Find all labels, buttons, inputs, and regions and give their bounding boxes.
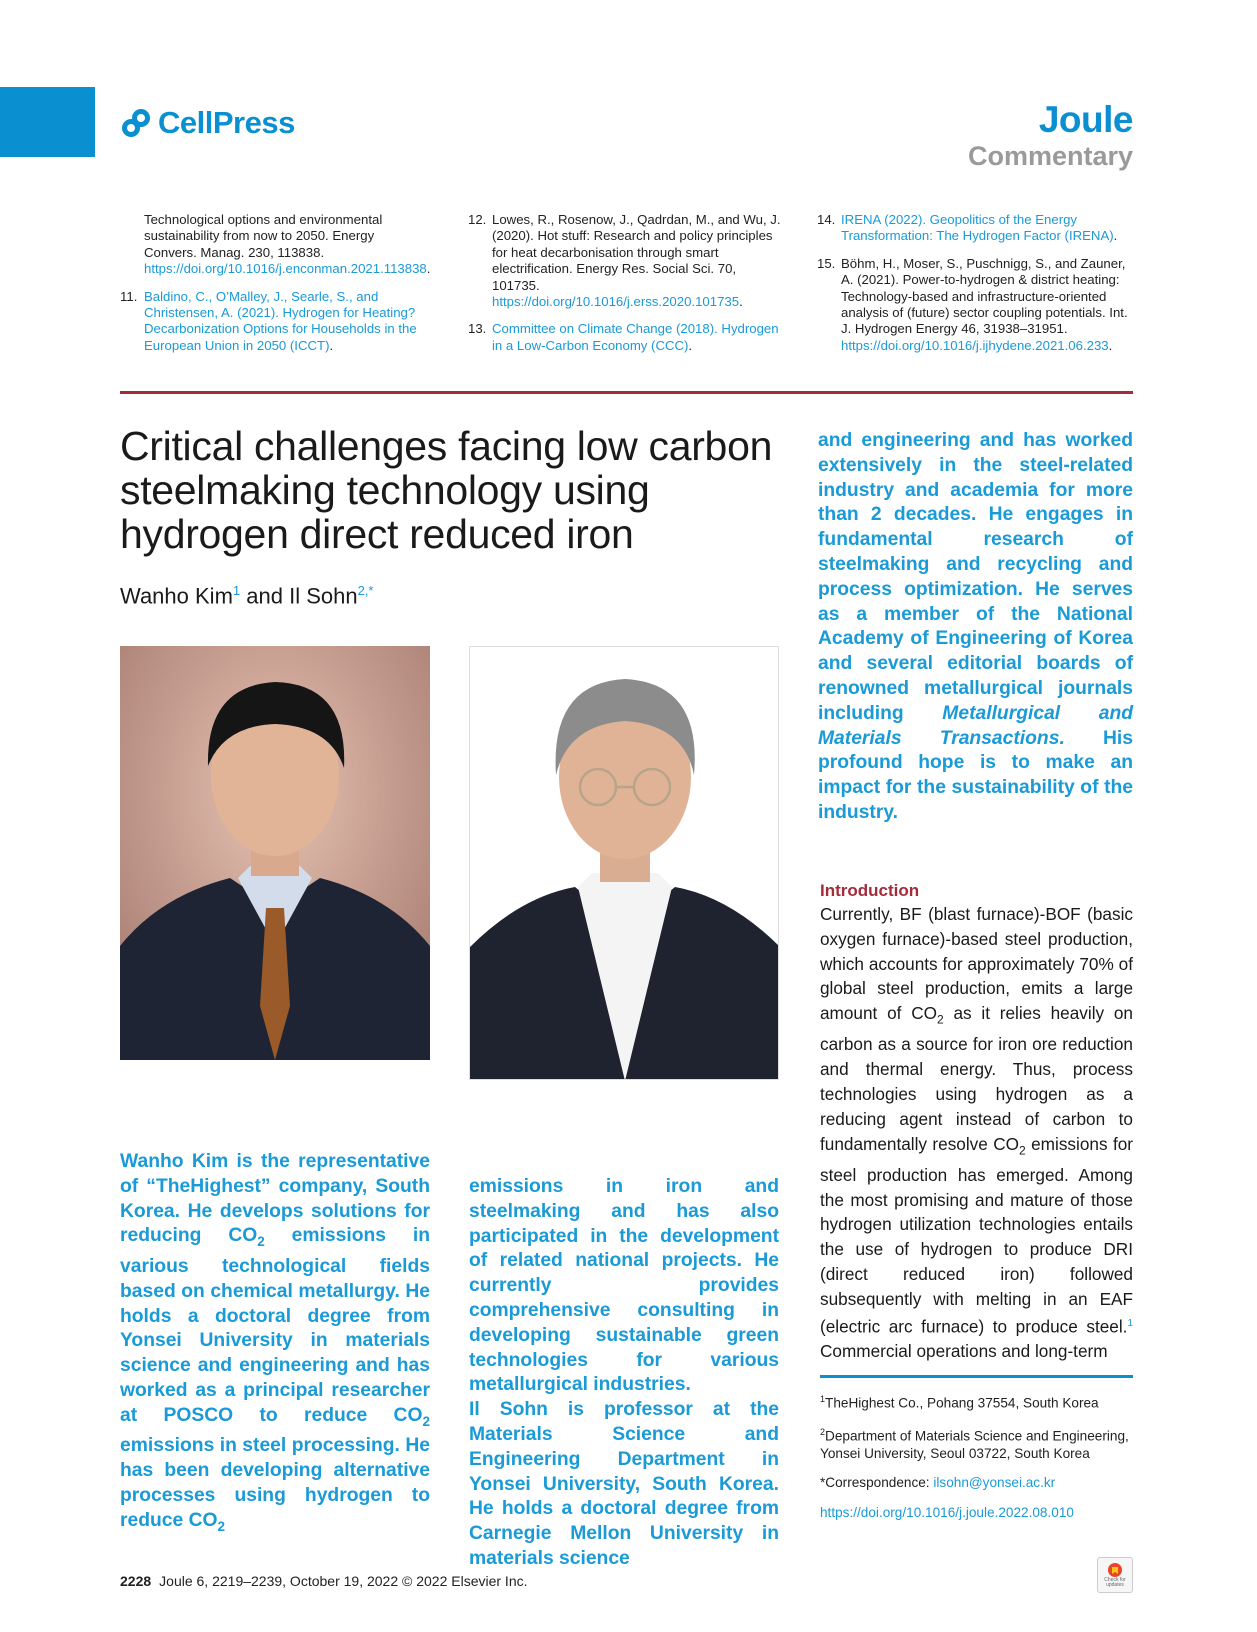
author-photo-kim bbox=[120, 646, 430, 1060]
correspondence-email-link[interactable]: ilsohn@yonsei.ac.kr bbox=[933, 1475, 1056, 1491]
article-doi-link[interactable]: https://doi.org/10.1016/j.joule.2022.08.010 bbox=[820, 1504, 1074, 1520]
citation-marker[interactable]: 1 bbox=[1127, 1317, 1133, 1329]
check-for-updates-badge[interactable] bbox=[1097, 1557, 1133, 1593]
bio-kim-continued: emissions in iron and steelmaking and has also participated in the development of related national projects. He currently provides comprehensive consulting in developing sustainable green technologies for various metallurgical industries. Il Sohn is professor at the Materials Science and Engineering Department in Yonsei University, South Korea. He holds a doctoral degree from Carnegie Mellon University in materials science bbox=[469, 1175, 779, 1572]
page-number: 2228 bbox=[120, 1573, 152, 1589]
reference-link[interactable]: IRENA (2022). Geopolitics of the Energy Transformation: The Hydrogen Factor (IRENA) bbox=[841, 212, 1114, 244]
reference-doi-link[interactable]: https://doi.org/10.1016/j.erss.2020.101735 bbox=[492, 294, 740, 310]
reference-item: 12. Lowes, R., Rosenow, J., Qadrdan, M., and Wu, J. (2020). Hot stuff: Research and policy principles for heat decarbonisation through smart electrification. Energy Res. Social Sci. 70, 101735. https://doi.org/10.1016/j.erss.2020.101735. bbox=[468, 212, 781, 310]
author-photo-sohn bbox=[469, 646, 779, 1080]
affiliation-divider bbox=[820, 1375, 1133, 1378]
portrait-sohn bbox=[470, 647, 779, 1080]
section-divider bbox=[120, 391, 1133, 394]
article-title: Critical challenges facing low carbon steelmaking technology using hydrogen direct reduced iron bbox=[120, 423, 773, 557]
affiliation-marker[interactable]: 1 bbox=[232, 583, 241, 598]
reference-link[interactable]: Baldino, C., O’Malley, J., Searle, S., and Christensen, A. (2021). Hydrogen for Heating? Decarbonization Options for Households in the European Union in 2050 (ICCT) bbox=[144, 288, 417, 353]
bio-sohn-continued: and engineering and has worked extensively in the steel-related industry and academia for more than 2 decades. He engages in fundamental research of steelmaking and recycling and process optimization. He serves as a member of the National Academy of Engineering of Korea and several editorial boards of renowned metallurgical journals including Metallurgical and Materials Transactions. His profound hope is to make an impact for the sustainability of the industry. bbox=[818, 430, 1134, 823]
reference-item: 14. IRENA (2022). Geopolitics of the Energy Transformation: The Hydrogen Factor (IRENA). bbox=[817, 212, 1118, 244]
correspondence: *Correspondence: ilsohn@yonsei.ac.kr bbox=[820, 1475, 1056, 1491]
reference-item: Technological options and environmental sustainability from now to 2050. Energy Convers. Manag. 230, 113838. https://doi.org/10.1016/j.enconman.2021.113838. bbox=[144, 212, 431, 277]
reference-item: 15. Böhm, H., Moser, S., Puschnigg, S., and Zauner, A. (2021). Power-to-hydrogen & district heating: Technology-based and infrastructure-oriented analysis of (future) sector coupling potentials. Int. J. Hydrogen Energy 46, 31938–31951. https://doi.org/10.1016/j.ijhydene.2021.06.233. bbox=[817, 255, 1128, 353]
reference-link[interactable]: Committee on Climate Change (2018). Hydrogen in a Low-Carbon Economy (CCC) bbox=[492, 321, 779, 353]
bio-sohn: Il Sohn is professor at the Materials Science and Engineering Department in Yonsei University, South Korea. He holds a doctoral degree from Carnegie Mellon University in materials science bbox=[469, 1399, 779, 1569]
portrait-kim bbox=[120, 646, 430, 1060]
author-line: Wanho Kim$^1$ and Il Sohn$^{2,*}$ bbox=[120, 583, 374, 609]
author-name: Il Sohn bbox=[289, 583, 358, 609]
reference-doi-link[interactable]: https://doi.org/10.1016/j.enconman.2021.113838 bbox=[144, 261, 427, 277]
bio-kim: Wanho Kim is the representative of “TheHighest” company, South Korea. He develops solutions for reducing $CO_2$ emissions in various technological fields based on chemical metallurgy. He holds a doctoral degree from Yonsei University in materials science and engineering and has worked as a principal researcher at POSCO to reduce $CO_2$ emissions in steel processing. He has been developing alternative processes using hydrogen to reduce $CO_2$ bbox=[120, 1151, 431, 1534]
cellpress-icon bbox=[120, 107, 152, 139]
reference-item: 11. Baldino, C., O’Malley, J., Searle, S., and Christensen, A. (2021). Hydrogen for Heating? Decarbonization Options for Households in the European Union in 2050 (ICCT). bbox=[120, 288, 417, 353]
reference-doi-link[interactable]: https://doi.org/10.1016/j.ijhydene.2021.06.233 bbox=[841, 337, 1109, 353]
header-accent-bar bbox=[0, 87, 95, 157]
section-heading: Introduction bbox=[820, 881, 920, 900]
affiliation-2: $^2$Department of Materials Science and Engineering, Yonsei University, Seoul 03722, South Korea bbox=[820, 1426, 1129, 1461]
references-column-3 bbox=[817, 212, 1133, 365]
affiliations bbox=[820, 1391, 1133, 1533]
journal-header bbox=[968, 100, 1133, 172]
cellpress-logo[interactable] bbox=[120, 104, 295, 142]
citation: Joule 6, 2219–2239, October 19, 2022 © 2022 Elsevier Inc. bbox=[159, 1573, 528, 1589]
author-name: Wanho Kim bbox=[120, 583, 233, 609]
introduction-text: Currently, BF (blast furnace)-BOF (basic oxygen furnace)-based steel production, which accounts for approximately 70% of global steel production, emits a large amount of $CO_2$ as it relies heavily on carbon as a source for iron ore reduction and thermal energy. Thus, process technologies using hydrogen as a reducing agent instead of carbon to fundamentally resolve $CO_2$ emissions for steel production has emerged. Among the most promising and mature of those hydrogen utilization technologies entails the use of hydrogen to produce DRI (direct reduced iron) followed subsequently with melting in an EAF (electric arc furnace) to produce steel.$^1$ Commercial operations and long-term bbox=[820, 904, 1133, 1362]
affiliation-marker[interactable]: 2,* bbox=[357, 583, 374, 598]
affiliation-1: $^1$TheHighest Co., Pohang 37554, South Korea bbox=[820, 1394, 1099, 1411]
reference-item: 13. Committee on Climate Change (2018). Hydrogen in a Low-Carbon Economy (CCC). bbox=[468, 321, 779, 353]
journal-name: Joule bbox=[1038, 99, 1133, 140]
check-updates-icon bbox=[1107, 1562, 1123, 1578]
publisher-name: CellPress bbox=[158, 105, 295, 140]
article-type: Commentary bbox=[967, 141, 1133, 171]
page-footer bbox=[120, 1573, 528, 1589]
references-column-2 bbox=[468, 212, 782, 365]
badge-label: Check for updates bbox=[1104, 1577, 1126, 1588]
references-column-1 bbox=[120, 212, 431, 365]
